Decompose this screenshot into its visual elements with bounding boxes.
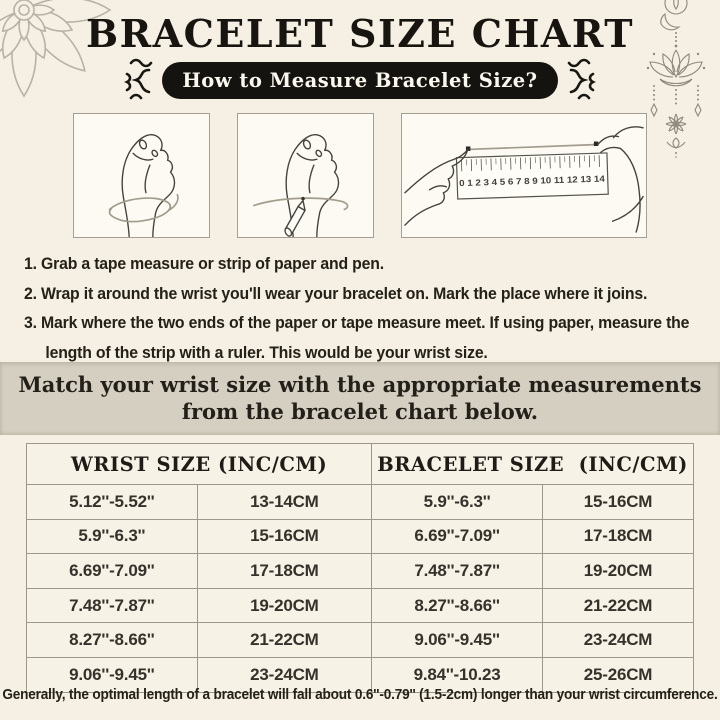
wrist-cm: 13-14CM (197, 485, 371, 520)
curly-brace-squiggle-icon (567, 58, 597, 102)
illustration-mark-wrist-with-pen (237, 113, 374, 238)
bracelet-cm: 17-18CM (543, 519, 694, 554)
size-table-header-row (27, 444, 694, 485)
section-badge: How to Measure Bracelet Size? (162, 62, 557, 99)
banner-line-1: Match your wrist size with the appropriate measurements (18, 372, 702, 397)
wrist-inch: 8.27''-8.66'' (27, 623, 198, 658)
footer-note: Generally, the optimal length of a bracelet will fall about 0.6''-0.79'' (1.5-2cm) longer than your wrist circumference. (2, 687, 718, 703)
wrist-cm: 19-20CM (197, 588, 371, 623)
bracelet-size-header: BRACELET SIZE (INC/CM) (372, 444, 694, 485)
banner-line-2: from the bracelet chart below. (181, 398, 539, 424)
wrist-size-header: WRIST SIZE (INC/CM) (27, 444, 372, 485)
table-row (27, 554, 694, 589)
bracelet-inch: 5.9''-6.3'' (372, 485, 543, 520)
table-row (27, 519, 694, 554)
ruler-numbers: 0 1 2 3 4 5 6 7 8 9 10 11 12 13 14 (459, 173, 592, 189)
instruction-step-1: 1. Grab a tape measure or strip of paper and pen. (24, 254, 384, 273)
bracelet-cm: 21-22CM (543, 588, 694, 623)
curly-brace-squiggle-icon (123, 58, 153, 102)
bracelet-inch: 7.48''-7.87'' (372, 554, 543, 589)
wrist-inch: 5.12''-5.52'' (27, 485, 198, 520)
size-table (26, 443, 694, 693)
illustration-wrap-tape-around-wrist (73, 113, 210, 238)
table-row (27, 623, 694, 658)
wrist-cm: 21-22CM (197, 623, 371, 658)
wrist-inch: 9.06''-9.45'' (27, 657, 198, 692)
match-size-banner (0, 362, 720, 435)
bracelet-inch: 9.06''-9.45'' (372, 623, 543, 658)
wrist-cm: 23-24CM (197, 657, 371, 692)
instruction-step-2: 2. Wrap it around the wrist you'll wear your bracelet on. Mark the place where it joins. (24, 283, 648, 303)
how-to-measure-header (0, 60, 720, 100)
measure-instructions-list (24, 249, 703, 367)
page-title: BRACELET SIZE CHART (85, 11, 635, 56)
wrist-cm: 15-16CM (197, 519, 371, 554)
bracelet-inch: 8.27''-8.66'' (372, 588, 543, 623)
wrist-inch: 6.69''-7.09'' (27, 554, 198, 589)
bracelet-inch: 9.84''-10.23 (372, 657, 543, 692)
bracelet-cm: 19-20CM (543, 554, 694, 589)
bracelet-cm: 23-24CM (543, 623, 694, 658)
table-row (27, 485, 694, 520)
instruction-step-3: 3. Mark where the two ends of the paper or tape measure meet. If using paper, measure the length of the strip with a ruler. This would be your wrist size. (24, 313, 690, 362)
illustration-measure-strip-with-ruler (401, 113, 647, 238)
bracelet-inch: 6.69''-7.09'' (372, 519, 543, 554)
wrist-cm: 17-18CM (197, 554, 371, 589)
table-row (27, 588, 694, 623)
wrist-inch: 5.9''-6.3'' (27, 519, 198, 554)
bracelet-cm: 25-26CM (543, 657, 694, 692)
wrist-inch: 7.48''-7.87'' (27, 588, 198, 623)
bracelet-cm: 15-16CM (543, 485, 694, 520)
